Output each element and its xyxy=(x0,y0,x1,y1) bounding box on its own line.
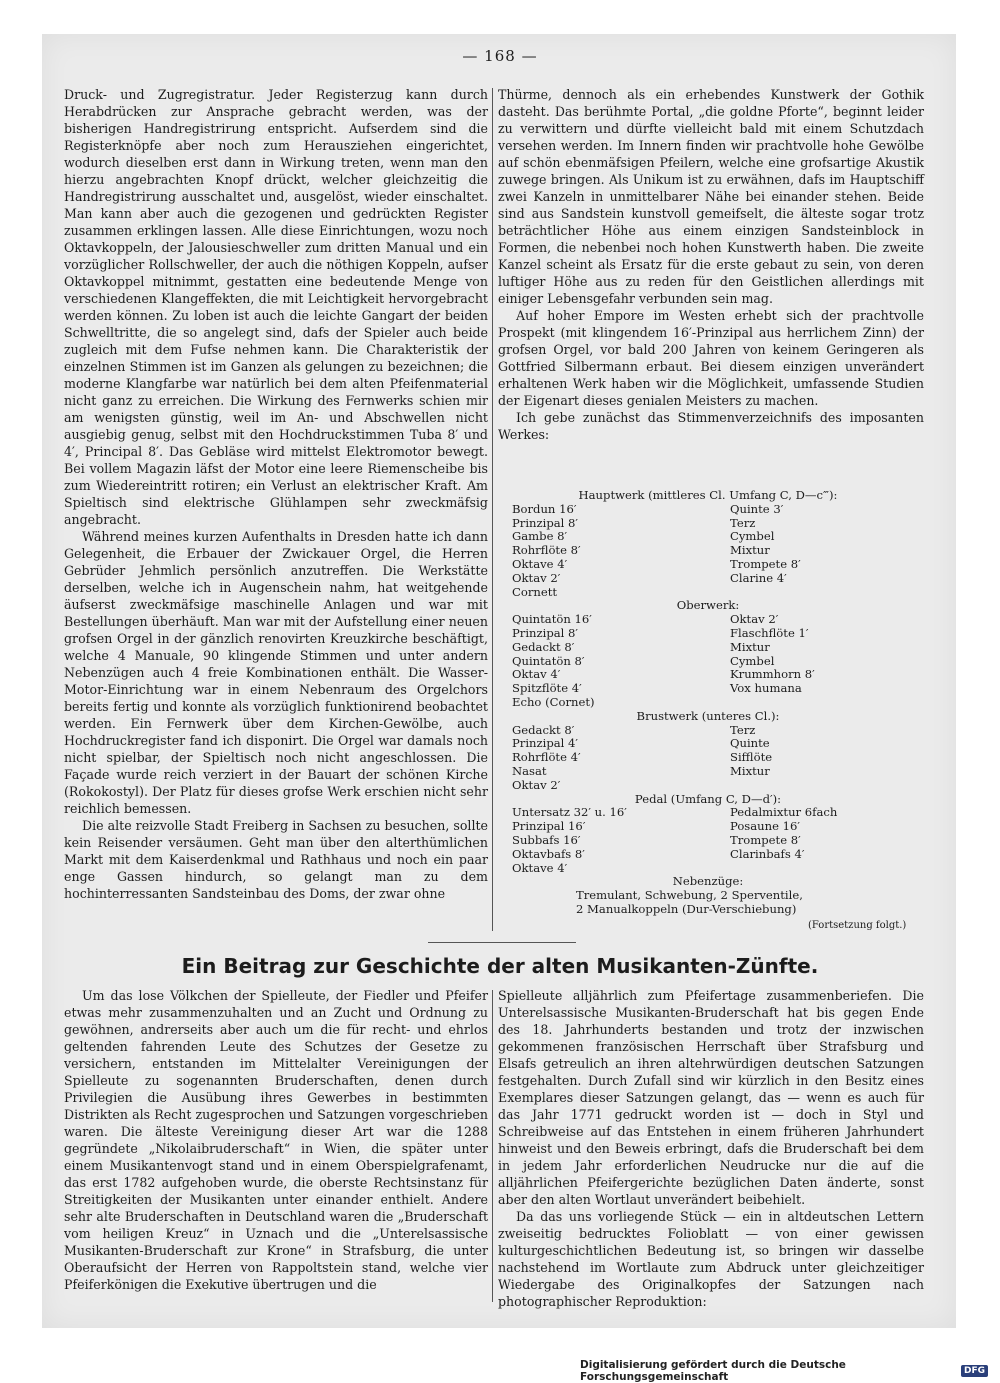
stop-name: Cymbel xyxy=(730,529,775,544)
stoplist-row xyxy=(508,682,908,696)
continuation-note: (Fortsetzung folgt.) xyxy=(808,920,907,931)
stop-name: Trompete 8′ xyxy=(730,556,801,571)
stoplist-row xyxy=(508,806,908,820)
stop-name: 2 Manualkoppeln (Dur-Verschiebung) xyxy=(576,901,797,916)
stop-name: Gedackt 8′ xyxy=(512,722,575,737)
stop-name: Rohrflöte 4′ xyxy=(512,750,581,765)
stoplist-section-heading: Nebenzüge: xyxy=(672,874,744,889)
stoplist-section-heading: Pedal (Umfang C, D—d′): xyxy=(634,791,782,806)
paragraph: Um das lose Völkchen der Spielleute, der Fiedler und Pfeifer etwas mehr zusammenzuhalten und an Zucht und Ordnung zu gewöhnen, andrerseits aber auch um die für recht- und ehrlos geltenden fahrenden Leute des Schutzes der Gesetze zu versichern, entstanden im Mittelalter Vereinigungen der Spielleute zu sogenannten Bruderschaften, denen durch Privilegien die Ausübung ihres Gewerbes in bestimmten Distrikten als Recht zugesprochen und Satzungen vorgeschrieben waren. Die älteste Vereinigung dieser Art war die 1288 gegründete „Nikolaibruderschaft“ in Wien, die später unter einem Musikantenvogt stand und in einem Oberspielgrafenamt, das erst 1782 aufgehoben wurde, die oberste Rechtsinstanz für Streitigkeiten der Musikanten unter einander enthielt. Andere sehr alte Bruderschaften in Deutschland waren die „Bruderschaft vom heiligen Kreuz“ in Uznach und die „Unterelsassische Musikanten-Bruderschaft zur Krone“ in Strafsburg, die unter Oberaufsicht der Herren von Rappoltstein stand, welche vier Pfeiferkönigen die Exekutive übertrugen und die xyxy=(64,988,488,1292)
stoplist-row xyxy=(508,558,908,572)
stop-name: Quinte xyxy=(730,736,770,751)
stop-name: Oktav 2′ xyxy=(730,612,779,627)
upper-right-column xyxy=(498,86,924,443)
stop-name: Oktav 4′ xyxy=(512,667,561,682)
stoplist-row xyxy=(508,544,908,558)
stop-name: Terz xyxy=(730,515,756,530)
paragraph: Während meines kurzen Aufenthalts in Dresden hatte ich dann Gelegenheit, die Erbauer der Zwickauer Orgel, die Herren Gebrüder Jehmlich persönlich anzutreffen. Die Werkstätte derselben, welche ich in Augenschein nahm, hat weitgehende äufserst zweckmäfsige maschinelle Anlagen und war mit Bestellungen überhäuft. Man war mit der Aufstellung einer neuen grofsen Orgel in der gänzlich renovirten Kreuzkirche beschäftigt, welche 4 Manuale, 90 klingende Stimmen und unter andern Nebenzügen auch 4 freie Kombinationen enthält. Die Wasser-Motor-Einrichtung war in einem Nebenraum des Orgelchors bereits fertig und konnte als vorzüglich funktionirend beobachtet werden. Ein Fernwerk über dem Kirchen-Gewölbe, auch Hochdruckregister fand ich disponirt. Die Orgel war damals noch nicht spielbar, der Spieltisch noch nicht angeschlossen. Die Façade wurde reich verziert in der Bauart der schönen Kirche (Rokokostyl). Der Platz für dieses grofse Werk erschien nicht sehr reichlich bemessen. xyxy=(64,529,488,816)
stoplist-row xyxy=(508,779,908,793)
footer-text: Digitalisierung gefördert durch die Deutsche Forschungsgemeinschaft xyxy=(580,1359,846,1383)
stop-name: Krummhorn 8′ xyxy=(730,667,815,682)
stop-name: Pedalmixtur 6fach xyxy=(730,805,838,820)
stoplist-row xyxy=(508,627,908,641)
upper-left-column xyxy=(64,86,488,932)
stoplist-row xyxy=(508,848,908,862)
paragraph: Spielleute alljährlich zum Pfeifertage zusammenberiefen. Die Unterelsassische Musikanten-Bruderschaft hat bis gegen Ende des 18. Jahrhunderts bestanden und trotz der inzwischen gekommenen französischen Herrschaft über Strafsburg und Elsafs getreulich an ihren altehrwürdigen deutschen Satzungen festgehalten. Durch Zufall sind wir kürzlich in den Besitz eines Exemplares dieser Satzungen gelangt, das — wenn es auch für das Jahr 1771 gedruckt worden ist — doch in Styl und Schreibweise auf das Entstehen in einem früheren Jahrhundert hinweist und den Beweis erbringt, dafs die Bruderschaft bei dem in jedem Jahr erforderlichen Neudrucke nur die auf die alljährlichen Pfeifergerichte bezüglichen Daten änderte, sonst aber den alten Wortlaut unverändert beibehielt. xyxy=(498,988,924,1207)
stop-name: Quintatön 8′ xyxy=(512,653,585,668)
stop-name: Oktave 4′ xyxy=(512,860,568,875)
stop-name: Clarine 4′ xyxy=(730,570,787,585)
column-divider xyxy=(492,990,493,1302)
stoplist-row xyxy=(508,655,908,669)
footer-credit xyxy=(580,1359,988,1383)
stop-name: Cymbel xyxy=(730,653,775,668)
stop-name: Prinzipal 8′ xyxy=(512,625,579,640)
stop-name: Terz xyxy=(730,722,756,737)
stop-name: Oktav 2′ xyxy=(512,777,561,792)
stoplist-row xyxy=(508,530,908,544)
stoplist-row xyxy=(508,820,908,834)
stop-name: Gambe 8′ xyxy=(512,529,568,544)
paragraph: Ich gebe zunächst das Stimmenverzeichnifs des imposanten Werkes: xyxy=(498,410,924,442)
paragraph: Thürme, dennoch als ein erhebendes Kunstwerk der Gothik dasteht. Das berühmte Portal, „die goldne Pforte“, beginnt leider zu verwittern und dürfte vielleicht bald mit einem Schutzdach versehen werden. Im Innern finden wir prachtvolle hohe Gewölbe auf schön ebenmäfsigen Pfeilern, welche eine grofsartige Akustik zuwege bringen. Als Unikum ist zu erwähnen, dafs im Hauptschiff zwei Kanzeln in unmittelbarer Nähe bei einander stehen. Beide sind aus Sandstein kunstvoll gemeifselt, die älteste sogar trotz beträchtlicher Höhe aus einem einzigen Sandsteinblock in Formen, die nebenbei noch hohen Kunstwerth haben. Die zweite Kanzel scheint als Ersatz für die erste gebaut zu sein, von deren luftiger Höhe aus zu reden für den Geistlichen allerdings mit einiger Lebensgefahr verbunden sein mag. xyxy=(498,87,924,306)
stop-name: Prinzipal 4′ xyxy=(512,736,579,751)
stop-name: Mixtur xyxy=(730,763,770,778)
stop-name: Quintatön 16′ xyxy=(512,612,592,627)
stoplist-row xyxy=(508,903,908,917)
organ-stoplist xyxy=(508,489,908,917)
stoplist-section-heading: Oberwerk: xyxy=(676,598,740,613)
stop-name: Tremulant, Schwebung, 2 Sperventile, xyxy=(576,888,803,903)
lower-right-column xyxy=(498,987,924,1310)
article-title: Ein Beitrag zur Geschichte der alten Musikanten-Zünfte. xyxy=(181,954,819,978)
stoplist-row xyxy=(508,641,908,655)
stoplist-section-heading: Hauptwerk (mittleres Cl. Umfang C, D—c‴): xyxy=(578,488,838,502)
paragraph: Da das uns vorliegende Stück — ein in altdeutschen Lettern zweiseitig bedrucktes Folioblatt — von einer gewissen kulturgeschichtlichen Bedeutung ist, so bringen wir dasselbe nachstehend im Wortlaute zum Abdruck unter gleichzeitiger Wiedergabe des Originalkopfes der Satzungen nach photographischer Reproduktion: xyxy=(498,1209,924,1309)
stop-name: Trompete 8′ xyxy=(730,832,801,847)
stop-name: Gedackt 8′ xyxy=(512,639,575,654)
stop-name: Cornett xyxy=(512,584,558,599)
stop-name: Untersatz 32′ u. 16′ xyxy=(512,805,627,820)
stoplist-row xyxy=(508,765,908,779)
stop-name: Prinzipal 16′ xyxy=(512,819,586,834)
stoplist-row xyxy=(508,613,908,627)
stoplist-row xyxy=(508,737,908,751)
stop-name: Bordun 16′ xyxy=(512,501,577,516)
stoplist-row xyxy=(508,724,908,738)
stoplist-row xyxy=(508,517,908,531)
stoplist-row xyxy=(508,503,908,517)
stop-name: Sifflöte xyxy=(730,750,773,765)
stop-name: Mixtur xyxy=(730,543,770,558)
stop-name: Oktave 4′ xyxy=(512,556,568,571)
stop-name: Flaschflöte 1′ xyxy=(730,625,809,640)
stoplist-row xyxy=(508,889,908,903)
stoplist-row xyxy=(508,751,908,765)
stop-name: Echo (Cornet) xyxy=(512,694,595,709)
stoplist-row xyxy=(508,668,908,682)
section-rule xyxy=(428,942,576,943)
paragraph: Auf hoher Empore im Westen erhebt sich der prachtvolle Prospekt (mit klingendem 16′-Prinzipal aus herrlichem Zinn) der grofsen Orgel, vor bald 200 Jahren von keinem Geringeren als Gottfried Silbermann erbaut. Bei diesem einzigen unverändert erhaltenen Werk haben wir die Möglichkeit, umfassende Studien der Eigenart dieses genialen Meisters zu machen. xyxy=(498,308,924,408)
stop-name: Posaune 16′ xyxy=(730,819,801,834)
page-number: — 168 — xyxy=(462,47,538,65)
stoplist-row xyxy=(508,834,908,848)
stoplist-row xyxy=(508,696,908,710)
stop-name: Vox humana xyxy=(730,681,802,696)
stop-name: Prinzipal 8′ xyxy=(512,515,579,530)
stoplist-row xyxy=(508,586,908,600)
stop-name: Oktavbafs 8′ xyxy=(512,846,585,861)
dfg-logo: DFG xyxy=(961,1365,988,1377)
stop-name: Mixtur xyxy=(730,639,770,654)
stoplist-row xyxy=(508,572,908,586)
lower-left-column xyxy=(64,987,488,1293)
paragraph: Druck- und Zugregistratur. Jeder Registerzug kann durch Herabdrücken zur Ansprache gebracht werden, was der bisherigen Handregistrirung entspricht. Aufserdem sind die Registerknöpfe aber noch zum Herausziehen eingerichtet, wodurch dieselben erst dann in Wirkung treten, wenn man den hierzu angebrachten Knopf drückt, welcher gleichzeitig die Handregistrirung ausschaltet und, ausgelöst, wieder einschaltet. Man kann aber auch die gezogenen und gedrückten Register zusammen erklingen lassen. Alle diese Einrichtungen, wozu noch Oktavkoppeln, der Jalousieschweller zum dritten Manual und ein vorzüglicher Rollschweller, der auch die nöthigen Koppeln, aufser Oktavkoppel mitnimmt, gestatten eine bedeutende Menge von verschiedenen Klangeffekten, die mit Leichtigkeit hervorgebracht werden können. Zu loben ist auch die leichte Gangart der beiden Schwelltritte, die so angelegt sind, dafs der Spieler auch beide zugleich mit dem Fufse nehmen kann. Die Charakteristik der einzelnen Stimmen ist im Ganzen als gelungen zu bezeichnen; die moderne Klangfarbe war natürlich bei dem alten Pfeifenmaterial nicht ganz zu erreichen. Die Wirkung des Fernwerks schien mir am wenigsten günstig, weil im An- und Abschwellen nicht ausgiebig genug, selbst mit den Hochdruckstimmen Tuba 8′ und 4′, Principal 8′. Das Gebläse wird mittelst Elektromotor bewegt. Bei vollem Magazin läfst der Motor eine leere Riemenscheibe bis zum Wiedereintritt rotiren; ein Verlust an elektrischer Kraft. Am Spieltisch sind elektrische Glühlampen sehr zweckmäfsig angebracht. xyxy=(64,87,488,527)
stop-name: Rohrflöte 8′ xyxy=(512,543,581,558)
stop-name: Spitzflöte 4′ xyxy=(512,681,582,696)
stop-name: Oktav 2′ xyxy=(512,570,561,585)
column-divider xyxy=(492,88,493,931)
paragraph: Die alte reizvolle Stadt Freiberg in Sachsen zu besuchen, sollte kein Reisender versäumen. Geht man über den alterthümlichen Markt mit dem Kaiserdenkmal und Rathhaus und noch ein paar enge Gassen hindurch, so gelangt man zu dem hochinterressanten Sandsteinbau des Doms, der zwar ohne xyxy=(64,818,488,901)
stop-name: Nasat xyxy=(512,763,547,778)
stop-name: Subbafs 16′ xyxy=(512,832,581,847)
stoplist-section-heading: Brustwerk (unteres Cl.): xyxy=(636,708,780,723)
stoplist-row xyxy=(508,862,908,876)
stop-name: Clarinbafs 4′ xyxy=(730,846,805,861)
stop-name: Quinte 3′ xyxy=(730,501,784,516)
